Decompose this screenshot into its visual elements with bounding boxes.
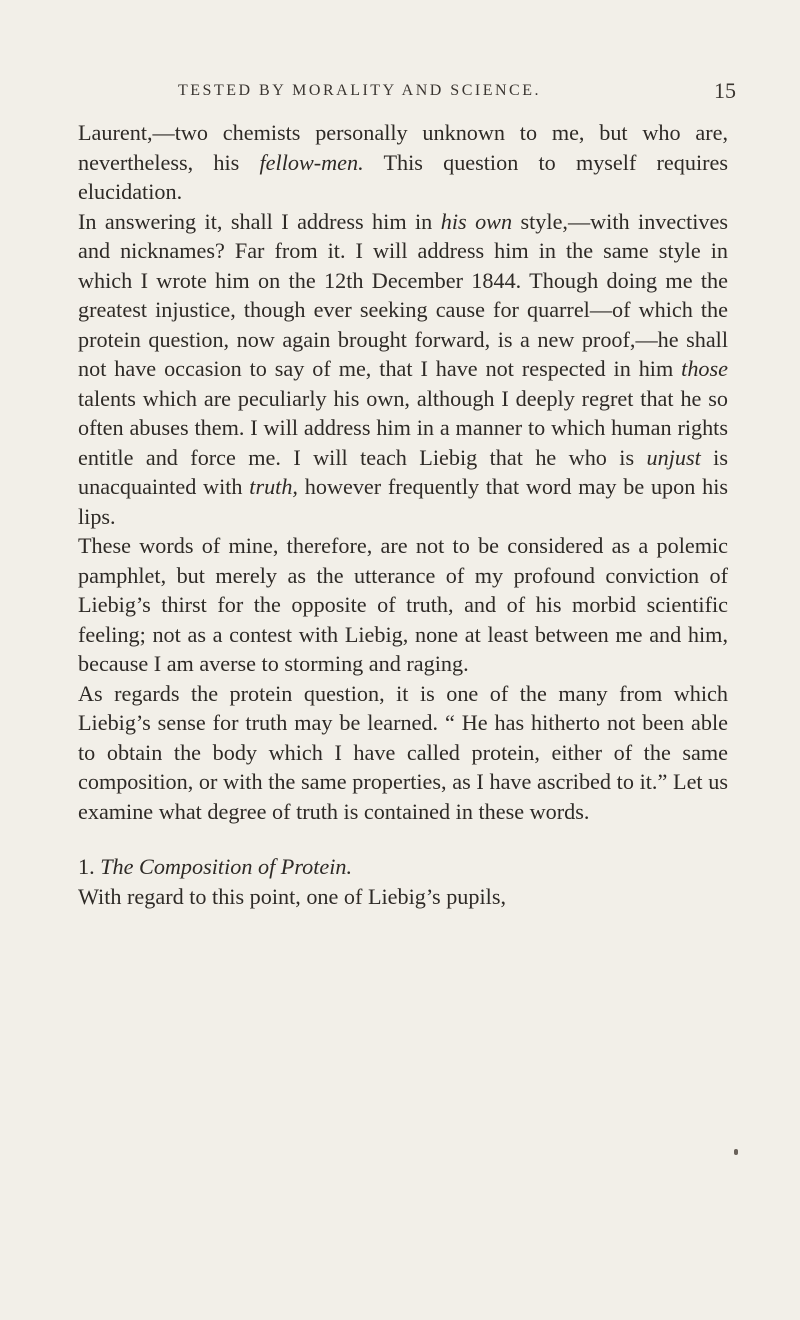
section-title: The Composition of Protein. [100,854,353,879]
section-number: 1. [78,854,95,879]
italic-run: unjust [646,444,701,470]
paragraph-3 [78,531,728,679]
text-run: style,—with invectives and nicknames? Far from it. I will address him in the same style in which I wrote him on the 12th December 1844. Though doing me the greatest injustice, though ever seeking cause for quarrel—of which the protein question, now again brought forward, is a new proof,—he shall not have occasion to say of me, that I have not respected in him [78,208,728,381]
body-text [78,118,728,911]
text-run: These words of mine, therefore, are not to be considered as a polemic pamphlet, but merely as the utterance of my profound conviction of Liebig’s thirst for the opposite of truth, and of his morbid scientific feeling; not as a contest with Liebig, none at least between me and him, because I am averse to storming and raging. [78,533,728,676]
text-run: talents which are peculiarly his own, although I deeply regret that he so often abuses them. I will address him in a manner to which human rights entitle and force me. I will teach Liebig that he who is [78,385,728,470]
ink-spot [734,1149,738,1155]
italic-run: those [681,356,728,381]
section-heading [78,852,728,882]
running-head [0,78,800,104]
italic-run: his own [440,208,513,234]
text-run: With regard to this point, one of Liebig’s pupils, [78,883,507,909]
paragraph-1 [78,118,728,207]
text-run: is unacquainted with [78,444,728,499]
text-run: This question to myself requires elucidation. [78,149,728,204]
italic-run: truth, [249,474,298,499]
italic-run: fellow-men. [259,149,364,175]
text-run: however frequently that word may be upon his lips. [78,474,728,529]
text-run: As regards the protein question, it is one of the many from which Liebig’s sense for truth may be learned. “ He has hitherto not been able to obtain the body which I have called protein, either of the same composition, or with the same properties, as I have ascribed to it.” Let us examine what degree of truth is contained in these words. [78,680,728,824]
paragraph-4 [78,679,728,827]
paragraph-5 [78,882,728,912]
text-run: In answering it, shall I address him in [78,208,441,234]
paragraph-2 [78,207,728,532]
running-title: TESTED BY MORALITY AND SCIENCE. [178,82,541,99]
page-number: 15 [714,78,736,103]
text-run: Laurent,—two chemists personally unknown to me, but who are, nevertheless, his [78,120,728,175]
